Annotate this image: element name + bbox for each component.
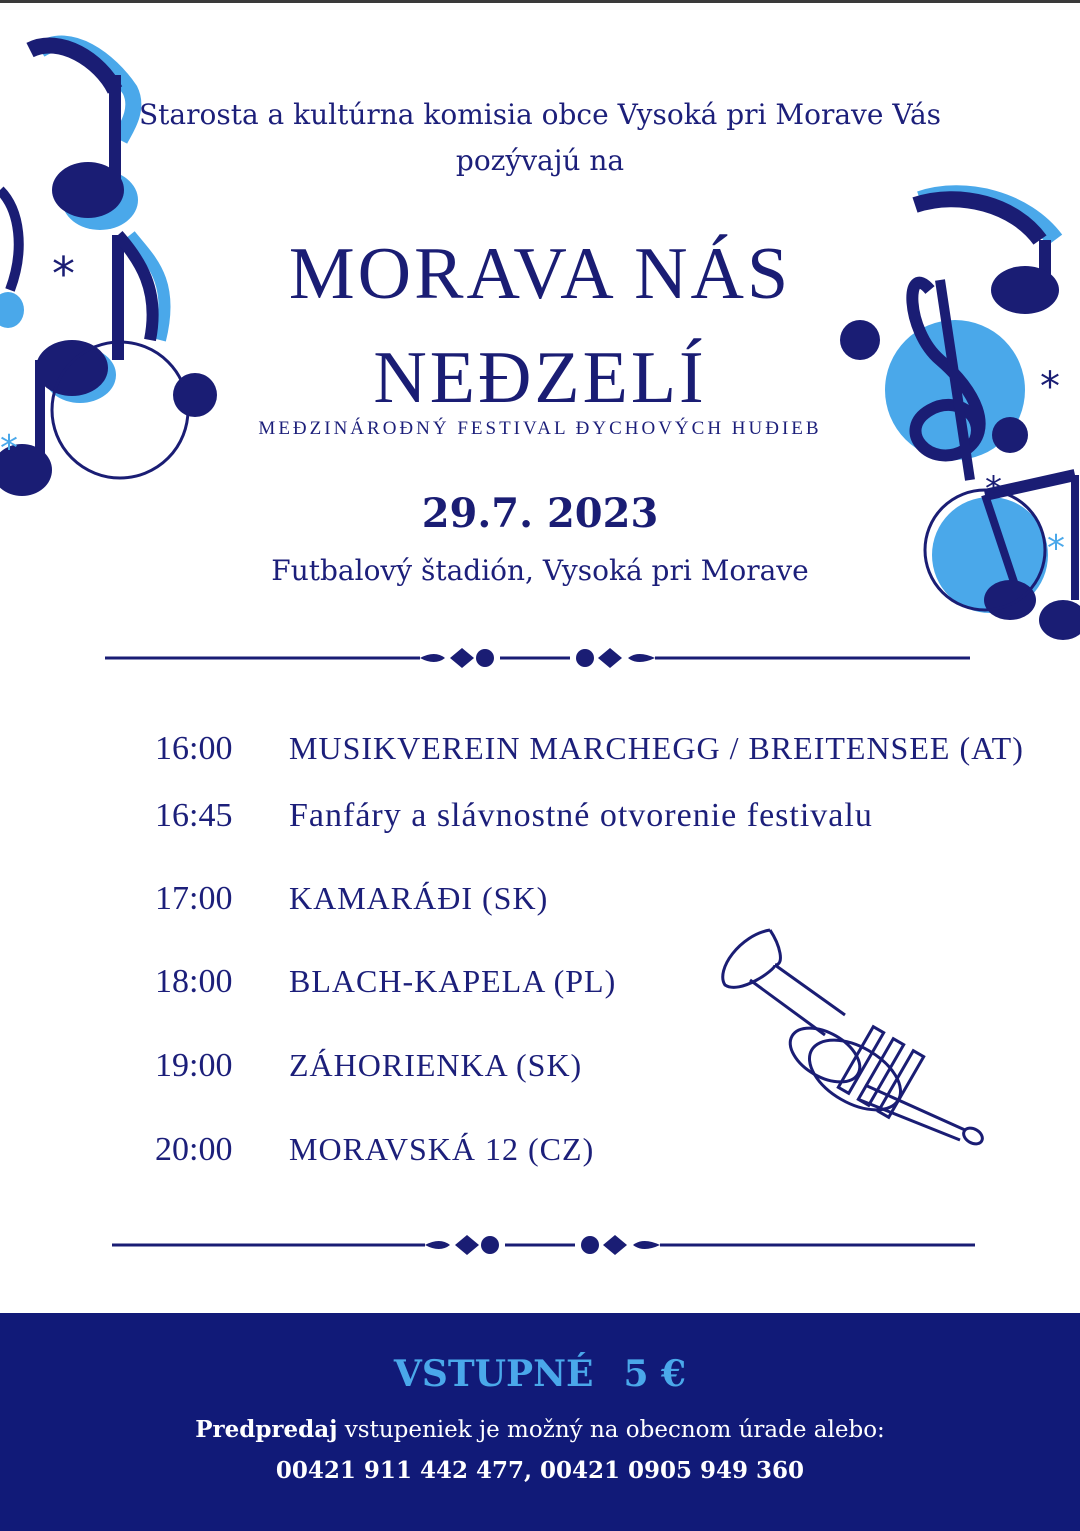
svg-text:*: * — [985, 469, 1002, 509]
contact-phones: 00421 911 442 477, 00421 0905 949 360 — [275, 1457, 805, 1484]
title-line-1: MORAVA NÁS — [288, 233, 792, 315]
program-act: KAMARÁĐI (SK) — [289, 880, 549, 916]
presale-info — [0, 1416, 1080, 1443]
festival-title — [0, 222, 1080, 430]
ornament-divider-bottom — [100, 1225, 980, 1265]
title-line-2: NEĐZELÍ — [373, 337, 707, 419]
program-time: 20:00 — [155, 1131, 233, 1168]
footer-band — [0, 1313, 1080, 1531]
program-row — [155, 730, 1024, 790]
svg-text:*: * — [1040, 364, 1060, 410]
program-act: Fanfáry a slávnostné otvorenie festivalu — [289, 797, 873, 834]
program-row — [155, 797, 1015, 857]
program-time: 17:00 — [155, 880, 233, 917]
entry-label: VSTUPNÉ — [393, 1353, 594, 1395]
program-time: 18:00 — [155, 963, 233, 1000]
program-act: MORAVSKÁ 12 (CZ) — [289, 1131, 595, 1167]
intro-line-1: Starosta a kultúrna komisia obce Vysoká pri Morave Vás — [138, 98, 942, 131]
entry-fee — [0, 1353, 1080, 1395]
presale-bold: Predpredaj — [195, 1416, 338, 1443]
program-act: ZÁHORIENKA (SK) — [289, 1047, 583, 1083]
ornament-divider-top — [100, 638, 980, 678]
svg-text:*: * — [52, 247, 75, 301]
invitation-intro — [0, 92, 1080, 184]
top-border — [0, 0, 1080, 3]
event-date: 29.7. 2023 — [421, 490, 659, 537]
entry-price: 5 € — [623, 1353, 687, 1395]
program-time: 19:00 — [155, 1047, 233, 1084]
svg-text:*: * — [1047, 528, 1065, 569]
program-act: BLACH-KAPELA (PL) — [289, 963, 617, 999]
event-venue: Futbalový štadión, Vysoká pri Morave — [271, 554, 809, 587]
festival-subtitle: MEĐZINÁROĐNÝ FESTIVAL ĐYCHOVÝCH HUĐIEB — [258, 418, 822, 439]
svg-text:*: * — [0, 428, 18, 469]
intro-line-2: pozývajú na — [455, 144, 625, 177]
program-time: 16:45 — [155, 797, 233, 834]
program-time: 16:00 — [155, 730, 233, 767]
presale-text: vstupeniek je možný na obecnom úrade alebo: — [337, 1417, 885, 1443]
program-act: MUSIKVEREIN MARCHEGG / BREITENSEE (AT) — [289, 730, 1024, 766]
trumpet-icon — [715, 925, 995, 1155]
